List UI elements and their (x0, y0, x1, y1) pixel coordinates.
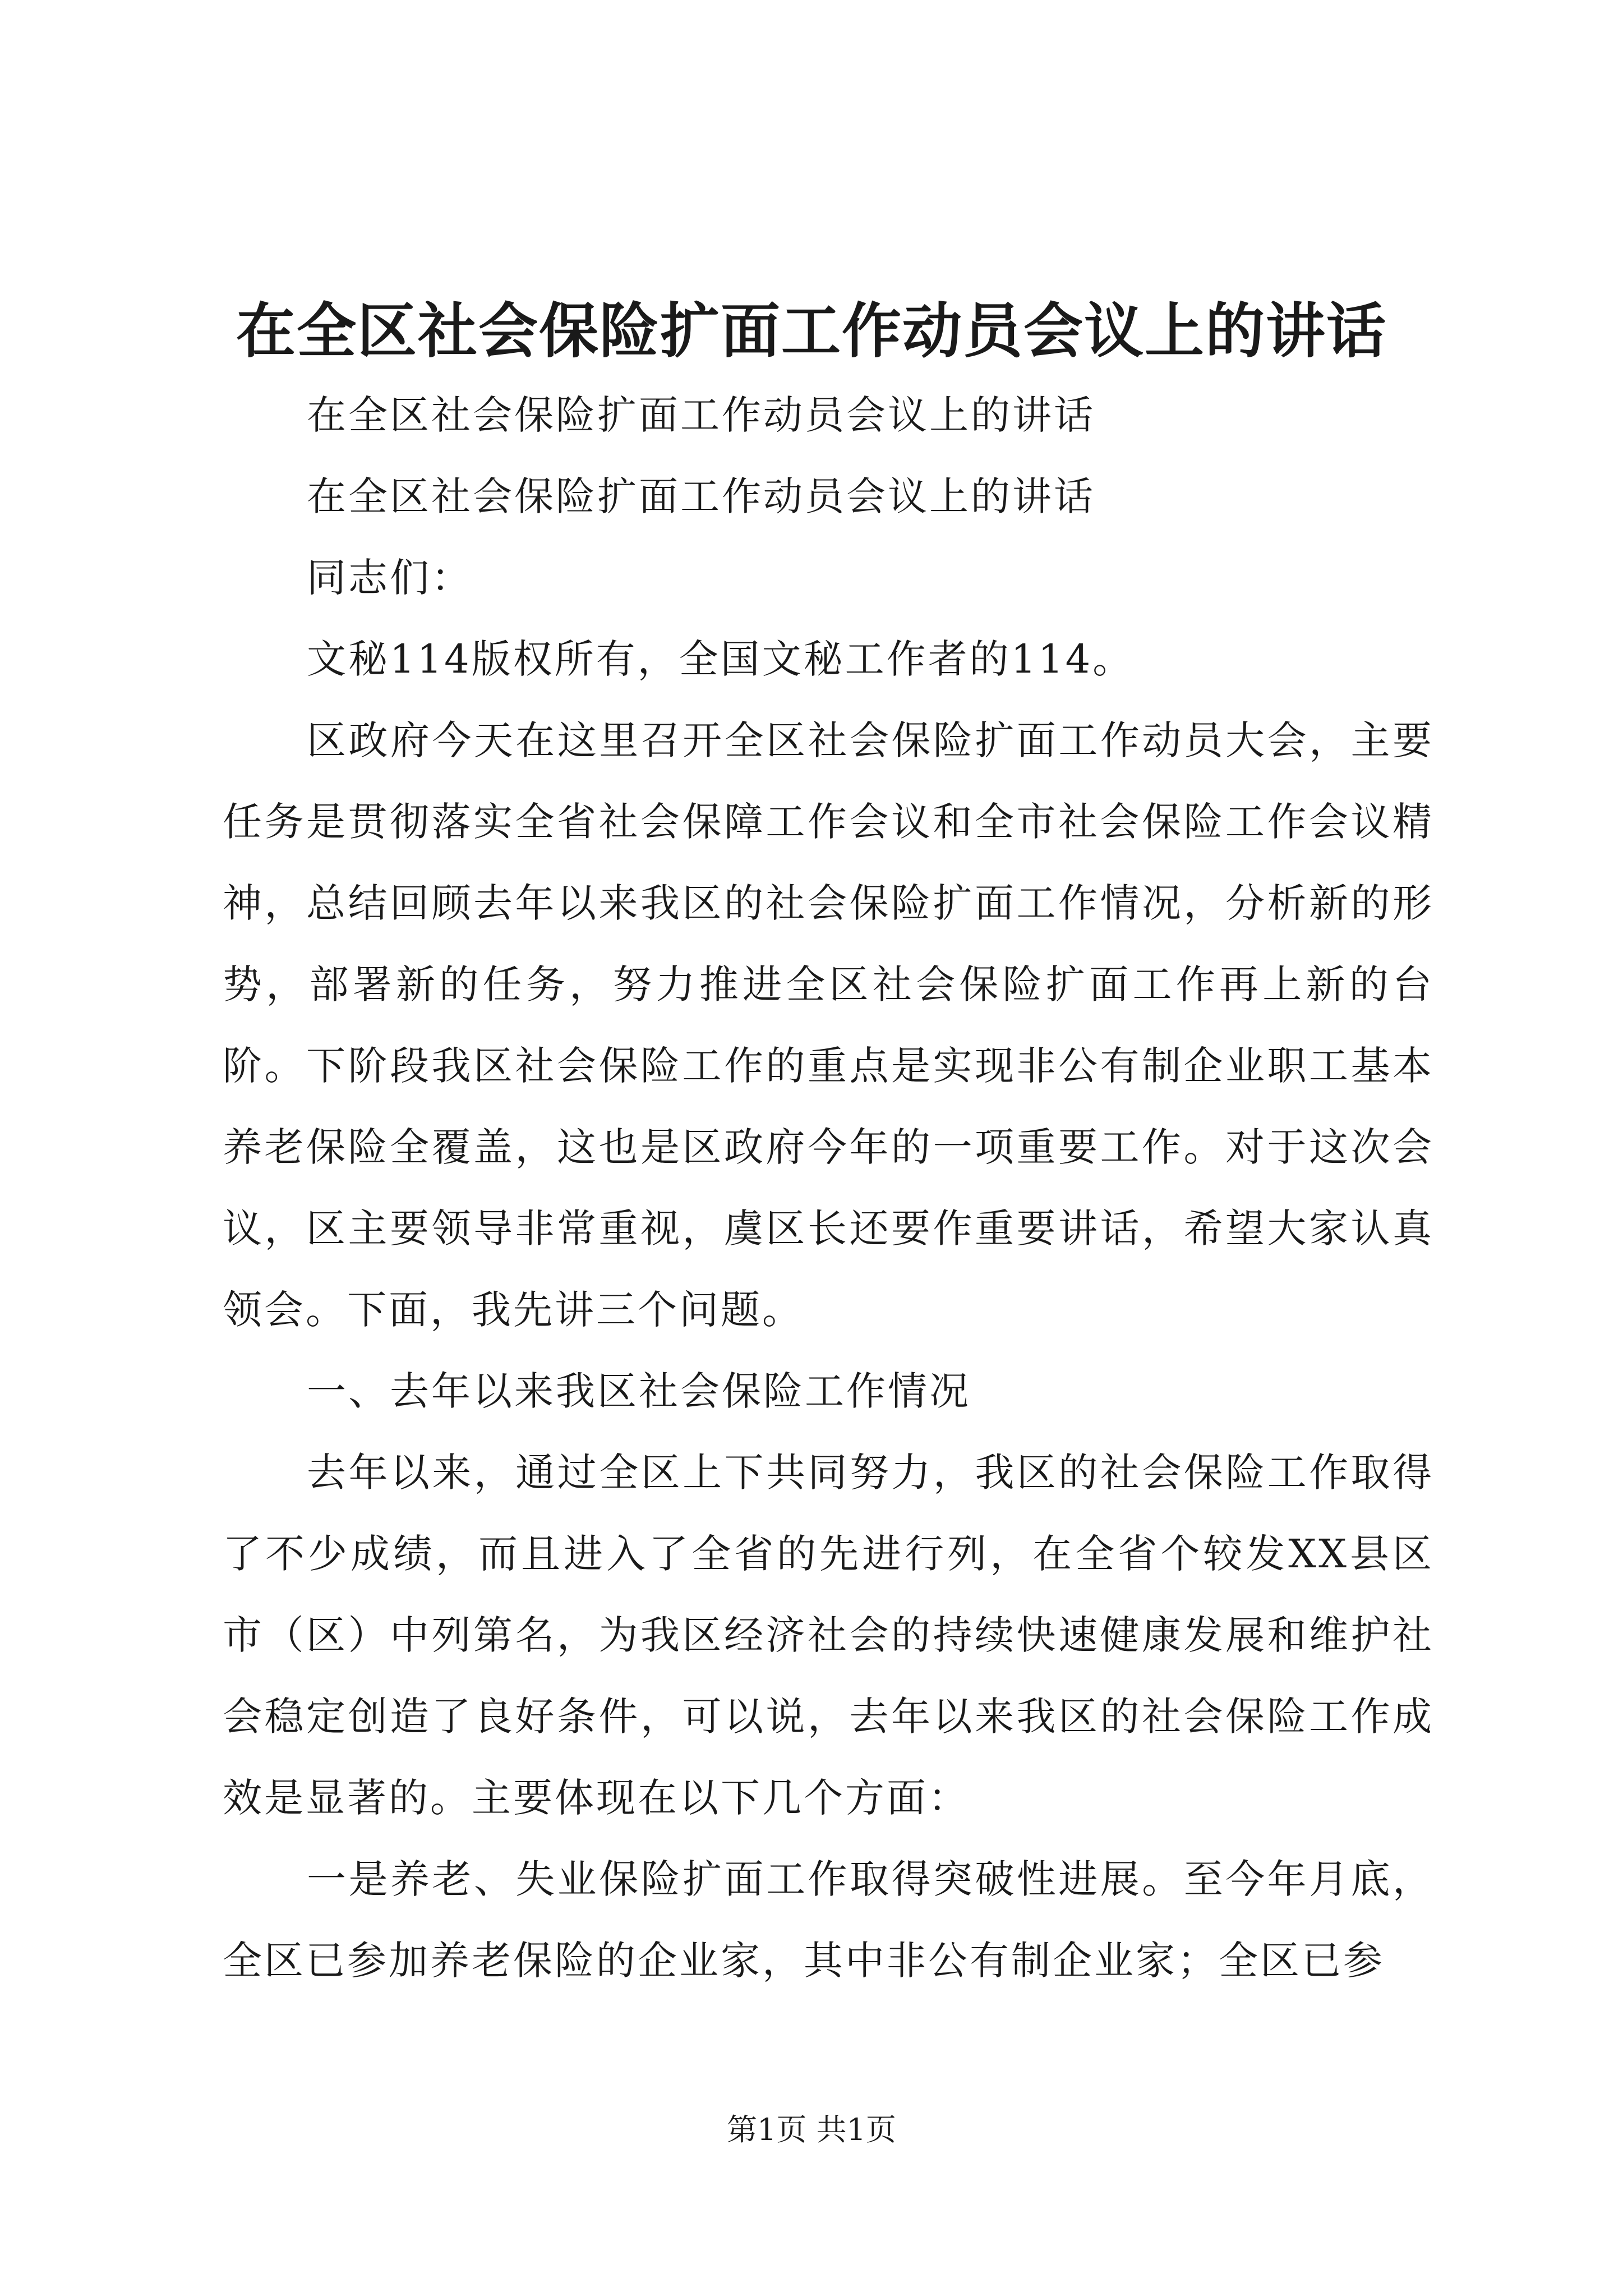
paragraph-subtitle-1: 在全区社会保险扩面工作动员会议上的讲话 (307, 392, 1095, 438)
paragraph-introduction: 区政府今天在这里召开全区社会保险扩面工作动员大会，主要任务是贯彻落实全省社会保障工作会议和全市社会保险工作会议精神，总结回顾去年以来我区的社会保险扩面工作情况，分析新的形势，部署新的任务，努力推进全区社会保险扩面工作再上新的台阶。下阶段我区社会保险工作的重点是实现非公有制企业职工基本养老保险全覆盖，这也是区政府今年的一项重要工作。对于这次会议，区主要领导非常重视，虞区长还要作重要讲话，希望大家认真领会。下面，我先讲三个问题。 (223, 717, 1434, 1333)
paragraph-salutation: 同志们： (307, 555, 473, 601)
paragraph-section-1-overview: 去年以来，通过全区上下共同努力，我区的社会保险工作取得了不少成绩，而且进入了全省的先进行列，在全省个较发XX县区市（区）中列第名，为我区经济社会的持续快速健康发展和维护社会稳定创造了良好条件，可以说，去年以来我区的社会保险工作成效是显著的。主要体现在以下几个方面： (223, 1450, 1434, 1821)
section-heading-1: 一、去年以来我区社会保险工作情况 (307, 1368, 971, 1414)
paragraph-section-1-point-1: 一是养老、失业保险扩面工作取得突破性进展。至今年月底，全区已参加养老保险的企业家，其中非公有制企业家；全区已参 (223, 1856, 1434, 1984)
page-footer: 第1页 共1页 (727, 2112, 896, 2147)
paragraph-subtitle-2: 在全区社会保险扩面工作动员会议上的讲话 (307, 473, 1095, 519)
document-title: 在全区社会保险扩面工作动员会议上的讲话 (236, 296, 1387, 366)
document-body (223, 375, 1434, 2001)
paragraph-copyright-note: 文秘114版权所有，全国文秘工作者的114。 (307, 636, 1135, 682)
